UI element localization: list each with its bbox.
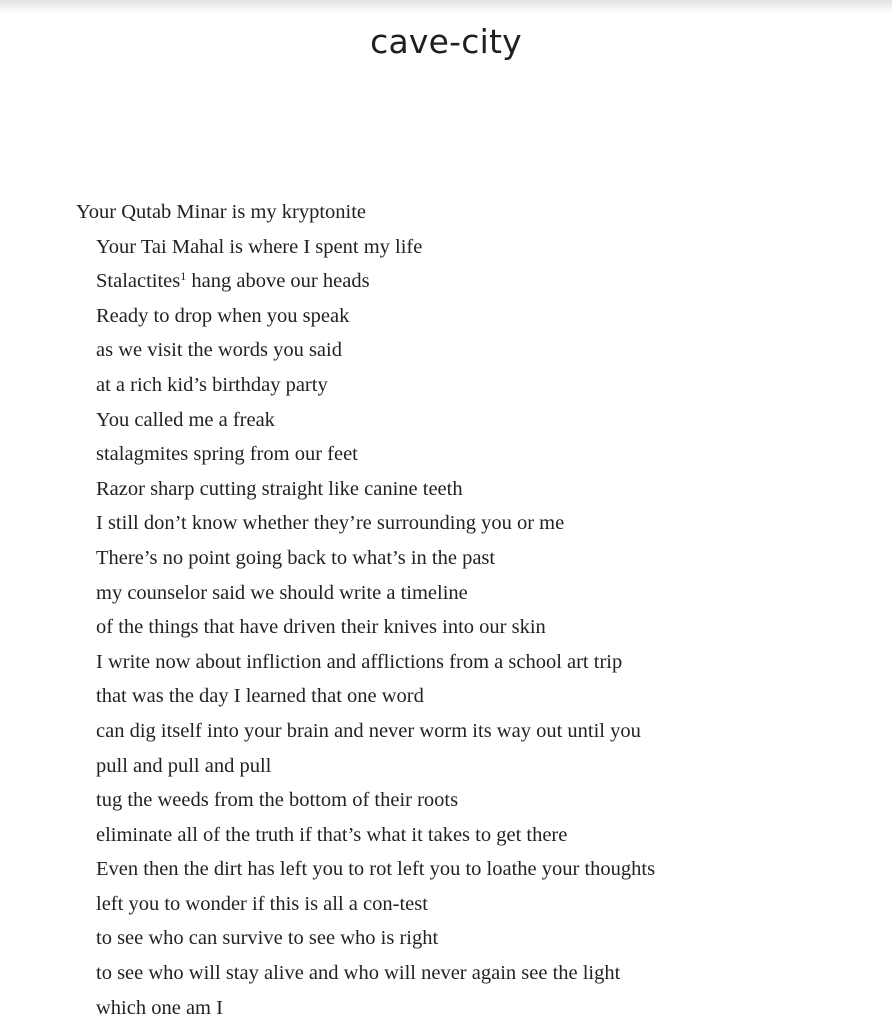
poem-line: which one am I xyxy=(96,996,223,1019)
poem-line: at a rich kid’s birthday party xyxy=(96,373,328,396)
poem-line: can dig itself into your brain and never worm its way out until you xyxy=(96,719,641,742)
poem-body xyxy=(76,197,876,1024)
poem-line: my counselor said we should write a timeline xyxy=(96,581,468,604)
poem-line: as we visit the words you said xyxy=(96,339,342,362)
poem-line: Your Tai Mahal is where I spent my life xyxy=(96,235,423,258)
page-title: cave-city xyxy=(370,22,522,61)
poem-line: I still don’t know whether they’re surrounding you or me xyxy=(96,512,565,535)
poem-line: I write now about infliction and afflictions from a school art trip xyxy=(96,650,623,673)
poem-line-text: Stalactites xyxy=(96,270,181,293)
poem-line: stalagmites spring from our feet xyxy=(96,443,358,466)
poem-line: There’s no point going back to what’s in the past xyxy=(96,546,496,569)
poem-line: to see who will stay alive and who will never again see the light xyxy=(96,962,621,985)
poem-line: that was the day I learned that one word xyxy=(96,685,424,708)
poem-line xyxy=(76,266,876,301)
poem-line: Razor sharp cutting straight like canine teeth xyxy=(96,477,463,500)
poem-line: pull and pull and pull xyxy=(96,754,272,777)
poem-line: of the things that have driven their knives into our skin xyxy=(96,616,546,639)
poem-line-text: hang above our heads xyxy=(186,270,370,293)
footnote-marker[interactable]: 1 xyxy=(180,269,187,284)
poem-line: Even then the dirt has left you to rot left you to loathe your thoughts xyxy=(96,858,656,881)
poem-line: You called me a freak xyxy=(96,408,275,431)
poem-line: Your Qutab Minar is my kryptonite xyxy=(76,201,367,223)
poem-line: to see who can survive to see who is right xyxy=(96,927,439,950)
poem-line: left you to wonder if this is all a con-test xyxy=(96,892,428,915)
poem-line: eliminate all of the truth if that’s what it takes to get there xyxy=(96,823,568,846)
poem-line: tug the weeds from the bottom of their roots xyxy=(96,789,459,812)
viewer-top-shadow xyxy=(0,0,892,14)
poem-line: Ready to drop when you speak xyxy=(96,304,350,327)
